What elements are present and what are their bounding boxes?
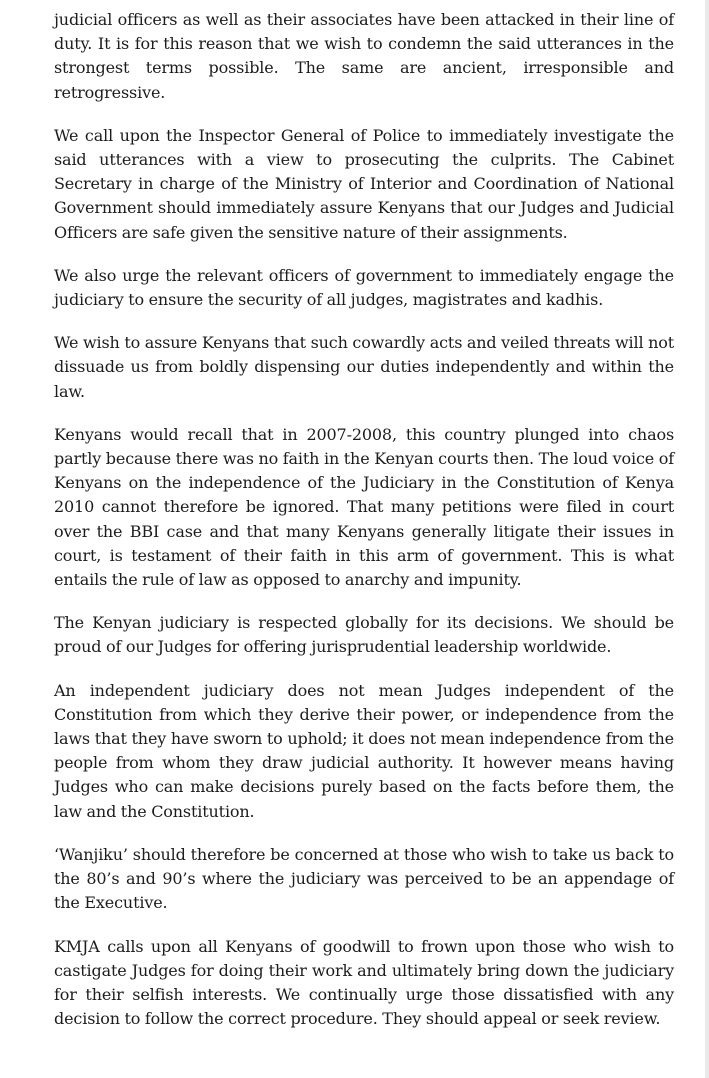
page-edge-shadow (705, 0, 709, 1078)
paragraph: We wish to assure Kenyans that such cowardly acts and veiled threats will not dissuade us from boldly dispensing our duties independently and within the law. (54, 333, 674, 401)
paragraph: An independent judiciary does not mean Judges independent of the Constitution from which they derive their power, or independence from the laws that they have sworn to uphold; it does not mean independence from the people from whom they draw judicial authority. It however means having Judges who can make decisions purely based on the facts before them, the law and the Constitution. (54, 680, 674, 821)
paragraph: ‘Wanjiku’ should therefore be concerned at those who wish to take us back to the 80’s and 90’s where the judiciary was perceived to be an appendage of the Executive. (54, 844, 674, 913)
paragraph: The Kenyan judiciary is respected globally for its decisions. We should be proud of our Judges for offering jurisprudential leadership worldwide. (54, 613, 674, 657)
paragraph: We call upon the Inspector General of Police to immediately investigate the said utterances with a view to prosecuting the culprits. The Cabinet Secretary in charge of the Ministry of Interior and Coordination of National Government should immediately assure Kenyans that our Judges and Judicial Officers are safe given the sensitive nature of their assignments. (54, 125, 674, 242)
paragraph: We also urge the relevant officers of government to immediately engage the judiciary to ensure the security of all judges, magistrates and kadhis. (54, 265, 674, 310)
paragraph: KMJA calls upon all Kenyans of goodwill to frown upon those who wish to castigate Judges for doing their work and ultimately bring down the judiciary for their selfish interests. We continually urge those dissatisfied with any decision to follow the correct procedure. They should appeal or seek review. (54, 936, 674, 1029)
document-body (54, 8, 674, 1050)
paragraph: judicial officers as well as their associates have been attacked in their line of duty. It is for this reason that we wish to condemn the said utterances in the strongest terms possible. The same are ancient, irresponsible and retrogressive. (54, 10, 674, 102)
paragraph: Kenyans would recall that in 2007-2008, this country plunged into chaos partly because there was no faith in the Kenyan courts then. The loud voice of Kenyans on the independence of the Judiciary in the Constitution of Kenya 2010 cannot therefore be ignored. That many petitions were filed in court over the BBI case and that many Kenyans generally litigate their issues in court, is testament of their faith in this arm of government. This is what entails the rule of law as opposed to anarchy and impunity. (54, 424, 674, 590)
